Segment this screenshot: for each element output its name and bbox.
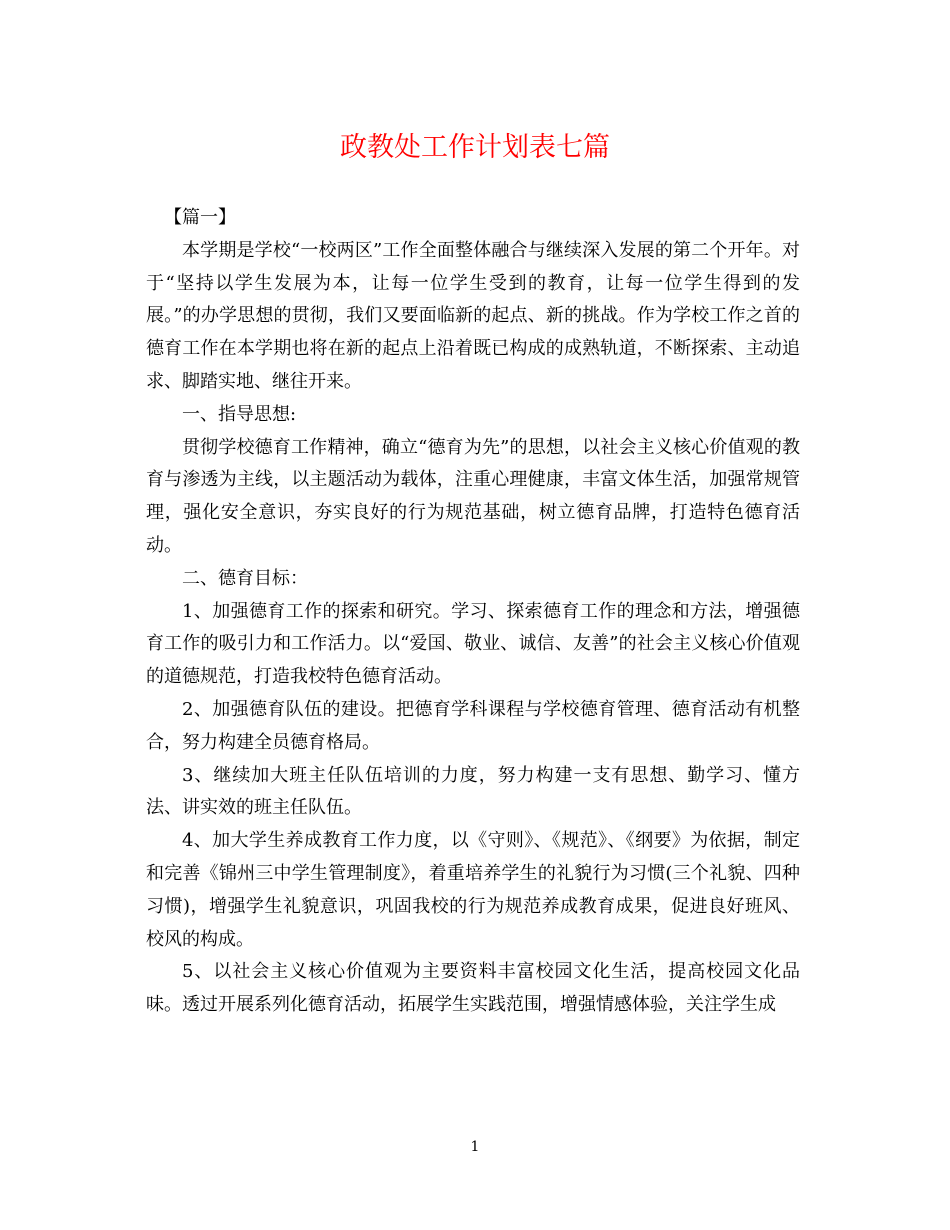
goal-item-2: 2、加强德育队伍的建设。把德育学科课程与学校德育管理、德育活动有机整合，努力构建全员德育格局。 bbox=[146, 698, 800, 753]
heading-guiding-thought: 一、指导思想: bbox=[182, 403, 297, 425]
goal-item-4: 4、加大学生养成教育工作力度，以《守则》、《规范》、《纲要》为依据，制定和完善《锦州三中学生管理制度》，着重培养学生的礼貌行为习惯(三个礼貌、四种习惯)，增强学生礼貌意识，巩固我校的行为规范养成教育成果，促进良好班风、校风的构成。 bbox=[146, 830, 800, 950]
goal-item-5: 5、以社会主义核心价值观为主要资料丰富校园文化生活，提高校园文化品味。透过开展系列化德育活动，拓展学生实践范围，增强情感体验，关注学生成 bbox=[146, 961, 800, 1016]
section-heading-part-one: 【篇一】 bbox=[164, 207, 236, 228]
intro-paragraph: 本学期是学校“一校两区”工作全面整体融合与继续深入发展的第二个开年。对于“坚持以学生发展为本，让每一位学生受到的教育，让每一位学生得到的发展。”的办学思想的贯彻，我们又要面临新的起点、新的挑战。作为学校工作之首的德育工作在本学期也将在新的起点上沿着既已构成的成熟轨道，不断探索、主动追求、脚踏实地、继往开来。 bbox=[146, 239, 800, 392]
guiding-thought-paragraph: 贯彻学校德育工作精神，确立“德育为先”的思想，以社会主义核心价值观的教育与渗透为主线，以主题活动为载体，注重心理健康，丰富文体生活，加强常规管理，强化安全意识，夯实良好的行为规范基础，树立德育品牌，打造特色德育活动。 bbox=[146, 436, 800, 556]
heading-moral-goals: 二、德育目标： bbox=[182, 567, 308, 589]
goal-item-3: 3、继续加大班主任队伍培训的力度，努力构建一支有思想、勤学习、懂方法、讲实效的班主任队伍。 bbox=[146, 764, 800, 819]
document-title: 政教处工作计划表七篇 bbox=[340, 132, 610, 163]
goal-item-1: 1、加强德育工作的探索和研究。学习、探索德育工作的理念和方法，增强德育工作的吸引力和工作活力。以“爱国、敬业、诚信、友善”的社会主义核心价值观的道德规范，打造我校特色德育活动。 bbox=[146, 600, 800, 688]
document-body bbox=[146, 202, 800, 1022]
page-number: 1 bbox=[470, 1139, 480, 1155]
